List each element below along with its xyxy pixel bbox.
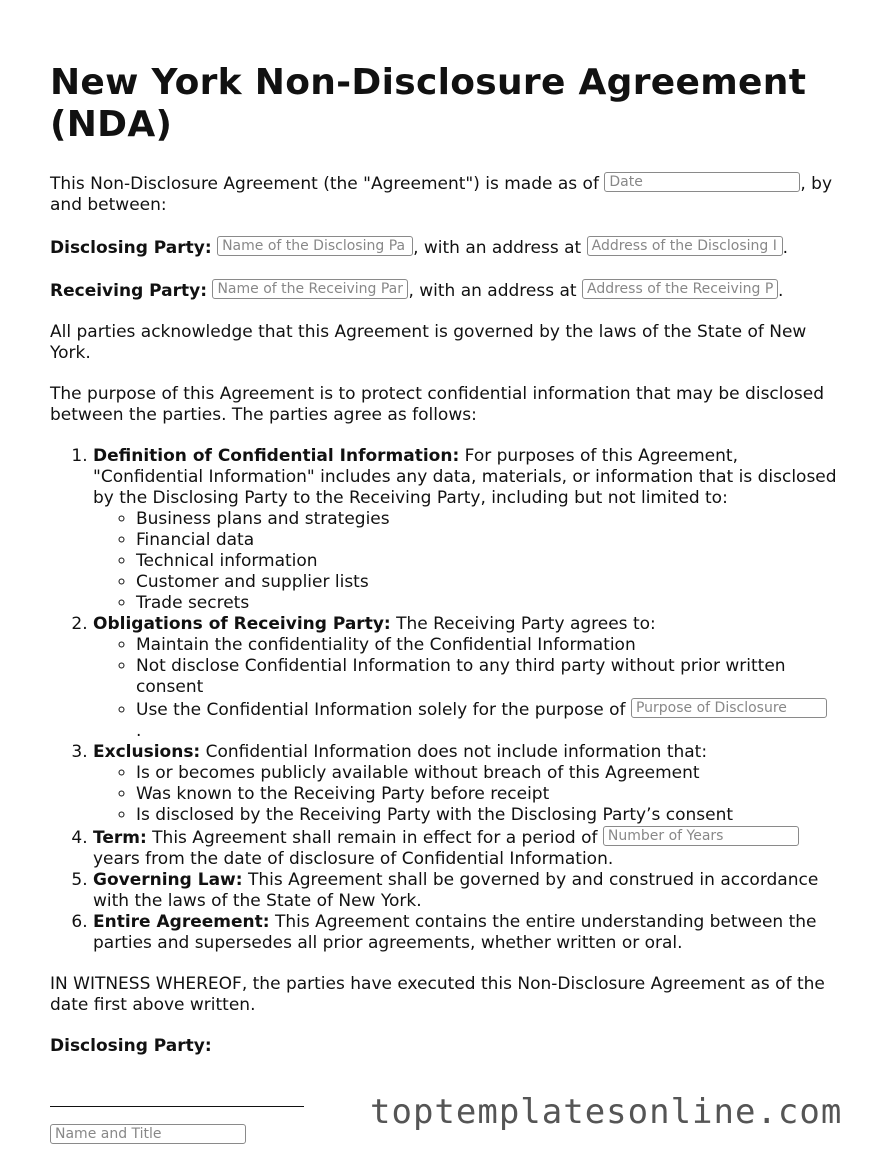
section-text: This Agreement contains the entire understanding between the parties and supersedes all prior agreements, whether written or oral. (93, 912, 817, 953)
period-text: . (782, 238, 789, 258)
disclosing-party-address-field[interactable]: Address of the Disclosing I (587, 236, 783, 256)
signature-party-label: Disclosing Party: (50, 1036, 212, 1056)
term-entire-agreement (93, 912, 850, 954)
list-item (136, 698, 850, 742)
term-definition (93, 446, 850, 614)
section-text: Confidential Information does not include information that: (200, 742, 708, 762)
signature-line[interactable] (50, 1105, 304, 1107)
term-exclusions (93, 742, 850, 826)
receiving-party-label: Receiving Party: (50, 281, 208, 301)
section-heading: Obligations of Receiving Party: (93, 614, 391, 634)
document-title: New York Non-Disclosure Agreement (NDA) (50, 62, 807, 145)
list-item: ◦ Is disclosed by the Receiving Party with the Disclosing Party’s consent (136, 805, 850, 826)
receiving-party-address-field[interactable]: Address of the Receiving P (582, 279, 778, 299)
watermark: toptemplatesonline.com (370, 1092, 843, 1132)
list-item: ◦ Maintain the confidentiality of the Confidential Information (136, 635, 850, 656)
exclusions-list (93, 763, 850, 826)
disclosing-party-line (50, 236, 850, 259)
list-item: ◦ Trade secrets (136, 593, 850, 614)
number-of-years-field[interactable]: Number of Years (603, 826, 799, 846)
address-connector-text: , with an address at (413, 238, 582, 258)
disclosing-party-label: Disclosing Party: (50, 238, 212, 258)
period-text: . (136, 721, 142, 741)
disclosing-party-name-field[interactable]: Name of the Disclosing Pa (217, 236, 413, 256)
section-heading: Governing Law: (93, 870, 243, 890)
date-field[interactable]: Date (604, 172, 800, 192)
receiving-party-name-field[interactable]: Name of the Receiving Par (212, 279, 408, 299)
list-item: ◦ Technical information (136, 551, 850, 572)
term-obligations (93, 614, 850, 742)
intro-text: This Non-Disclosure Agreement (the "Agreement") is made as of (50, 174, 599, 194)
list-item: ◦ Financial data (136, 530, 850, 551)
section-heading: Exclusions: (93, 742, 201, 762)
intro-paragraph (50, 172, 850, 216)
list-item: ◦ Business plans and strategies (136, 509, 850, 530)
governing-law-paragraph: All parties acknowledge that this Agreement is governed by the laws of the State of New York. (50, 322, 807, 363)
intro-text-after: , by and between: (50, 174, 833, 215)
term-duration (93, 826, 850, 870)
list-item: ◦ Is or becomes publicly available without breach of this Agreement (136, 763, 850, 784)
list-item: ◦ Customer and supplier lists (136, 572, 850, 593)
receiving-party-line (50, 279, 850, 302)
witness-paragraph: IN WITNESS WHEREOF, the parties have executed this Non-Disclosure Agreement as of the date first above written. (50, 974, 825, 1015)
purpose-paragraph: The purpose of this Agreement is to protect confidential information that may be disclosed between the parties. The parties agree as follows: (50, 384, 824, 425)
section-text: For purposes of this Agreement, "Confidential Information" includes any data, materials, or information that is disclosed by the Disclosing Party to the Receiving Party, including but not limited to: (93, 446, 837, 508)
name-and-title-field[interactable]: Name and Title (50, 1124, 246, 1144)
section-heading: Entire Agreement: (93, 912, 270, 932)
obligations-list (93, 635, 850, 742)
section-text: This Agreement shall be governed by and construed in accordance with the laws of the State of New York. (93, 870, 819, 911)
address-connector-text: , with an address at (408, 281, 577, 301)
document-page (50, 62, 850, 1147)
section-heading: Definition of Confidential Information: (93, 446, 460, 466)
list-item: ◦ Not disclose Confidential Information to any third party without prior written consent (136, 656, 850, 698)
term-governing-law (93, 870, 850, 912)
list-item-text: Use the Confidential Information solely for the purpose of (136, 700, 626, 720)
list-item: ◦ Was known to the Receiving Party before receipt (136, 784, 850, 805)
confidential-items-list (93, 509, 850, 614)
purpose-of-disclosure-field[interactable]: Purpose of Disclosure (631, 698, 827, 718)
terms-list (50, 446, 850, 954)
period-text: . (778, 281, 784, 301)
section-text: The Receiving Party agrees to: (390, 614, 656, 634)
section-text: This Agreement shall remain in effect for a period of (146, 828, 598, 848)
section-text: years from the date of disclosure of Confidential Information. (93, 849, 614, 869)
section-heading: Term: (93, 828, 147, 848)
